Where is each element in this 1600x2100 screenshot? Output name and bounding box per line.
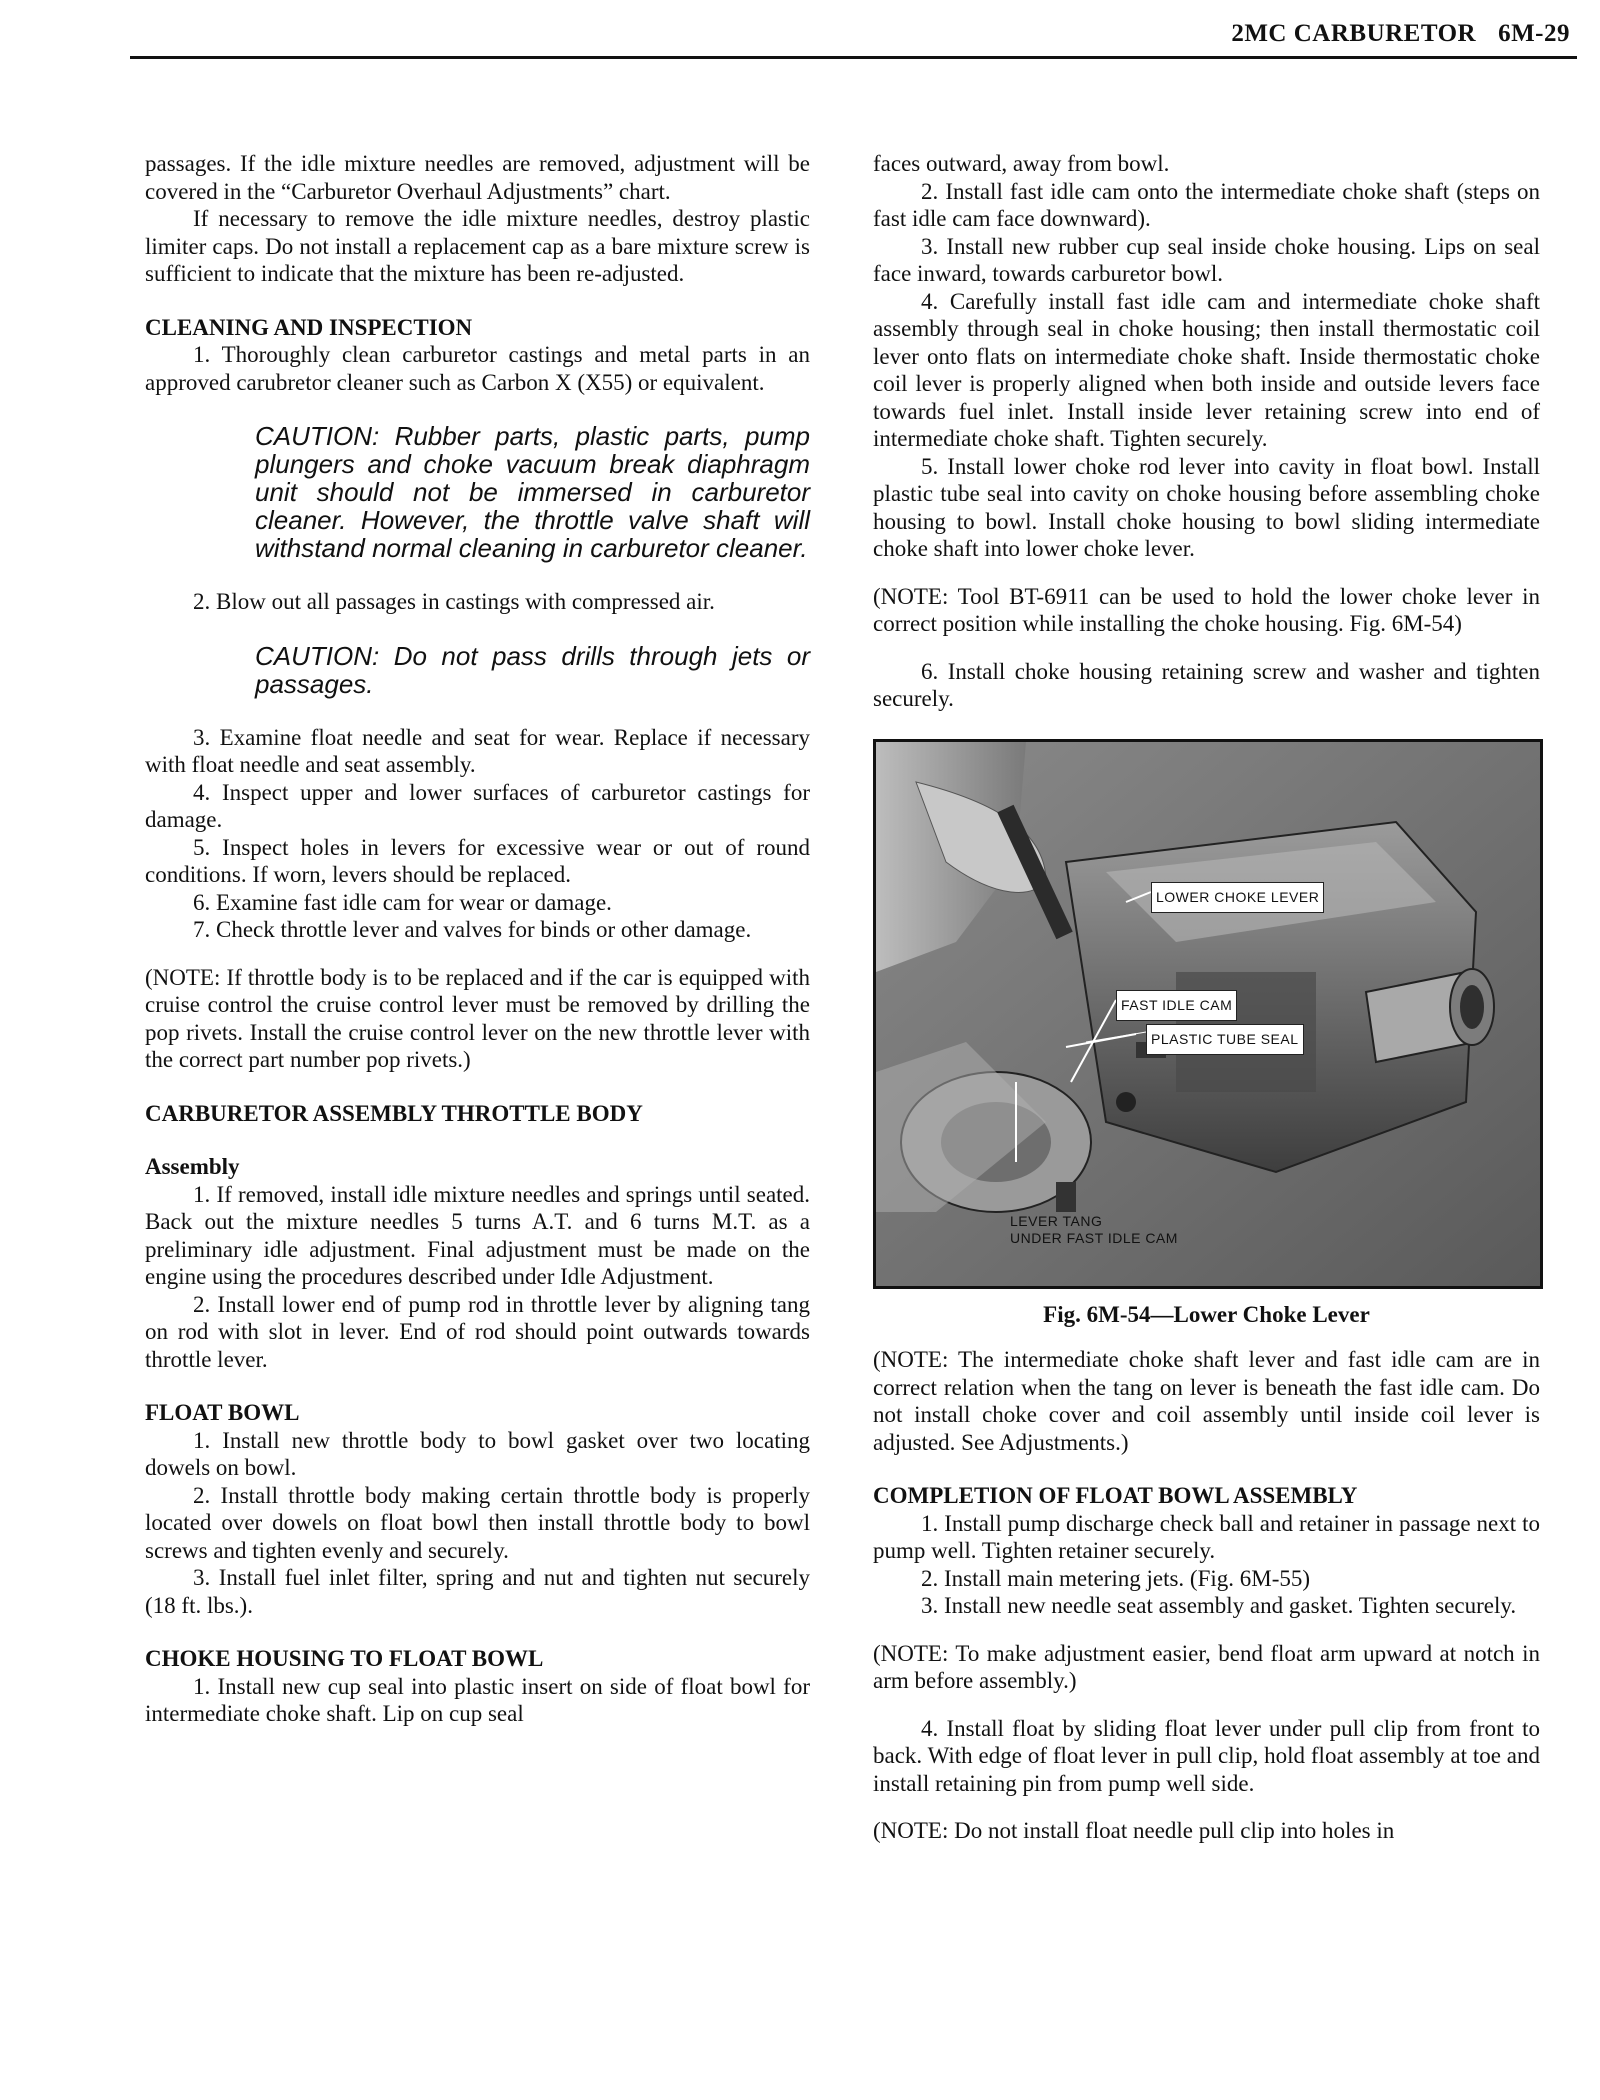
paragraph: faces outward, away from bowl. xyxy=(873,151,1170,176)
list-item: 3. Install new needle seat assembly and gasket. Tighten securely. xyxy=(921,1593,1517,1618)
list-item: 1. Install pump discharge check ball and retainer in passage next to pump well. Tighten retainer securely. xyxy=(873,1510,1540,1563)
subsection-heading-assembly: Assembly xyxy=(145,1154,240,1179)
right-column xyxy=(873,150,1540,1845)
note: (NOTE: Do not install float needle pull clip into holes in xyxy=(873,1818,1395,1843)
callout-lower-choke-lever: LOWER CHOKE LEVER xyxy=(1151,882,1324,914)
callout-lever-tang xyxy=(1006,1212,1182,1248)
paragraph: If necessary to remove the idle mixture needles, destroy plastic limiter caps. Do not install a replacement cap as a bare mixture screw is sufficient to indicate that the mixture has been re-adjusted. xyxy=(145,206,810,286)
caution-note: CAUTION: Do not pass drills through jets or passages. xyxy=(255,640,810,699)
section-heading-float-bowl: FLOAT BOWL xyxy=(145,1400,300,1425)
page-header xyxy=(1231,20,1570,48)
header-title: 2MC CARBURETOR xyxy=(1231,20,1477,47)
section-heading-choke-housing: CHOKE HOUSING TO FLOAT BOWL xyxy=(145,1646,544,1671)
list-item: 2. Install fast idle cam onto the intermediate choke shaft (steps on fast idle cam face downward). xyxy=(873,178,1540,231)
list-item: 3. Install new rubber cup seal inside choke housing. Lips on seal face inward, towards carburetor bowl. xyxy=(873,233,1540,286)
header-rule xyxy=(130,56,1577,59)
callout-fast-idle-cam: FAST IDLE CAM xyxy=(1116,990,1237,1022)
page-number: 6M-29 xyxy=(1498,20,1570,47)
list-item: 2. Blow out all passages in castings with compressed air. xyxy=(193,589,715,614)
list-item: 5. Install lower choke rod lever into cavity in float bowl. Install plastic tube seal into cavity on choke housing before assembling choke housing to bowl. Install choke housing to bowl sliding intermediate choke shaft into lower choke lever. xyxy=(873,453,1540,561)
list-item: 1. If removed, install idle mixture needles and springs until seated. Back out the mixture needles 5 turns A.T. and 6 turns M.T. as a preliminary idle adjustment. Final adjustment must be made on the engine using the procedures described under Idle Adjustment. xyxy=(145,1181,810,1289)
callout-lever-tang-line2: UNDER FAST IDLE CAM xyxy=(1010,1229,1178,1246)
list-item: 1. Install new throttle body to bowl gasket over two locating dowels on bowl. xyxy=(145,1427,810,1480)
figure-photo-lower-choke-lever xyxy=(873,739,1543,1289)
list-item: 4. Install float by sliding float lever under pull clip from front to back. With edge of float lever in pull clip, hold float assembly at toe and install retaining pin from pump well side. xyxy=(873,1715,1540,1796)
list-item: 6. Examine fast idle cam for wear or damage. xyxy=(193,889,612,915)
list-item: 4. Inspect upper and lower surfaces of carburetor castings for damage. xyxy=(145,779,810,832)
section-heading-completion: COMPLETION OF FLOAT BOWL ASSEMBLY xyxy=(873,1483,1358,1508)
note: (NOTE: Tool BT-6911 can be used to hold the lower choke lever in correct position while installing the choke housing. Fig. 6M-54) xyxy=(873,583,1540,636)
list-item: 4. Carefully install fast idle cam and intermediate choke shaft assembly through seal in choke housing; then install thermostatic coil lever onto flats on intermediate choke shaft. Inside thermostatic choke coil lever is properly aligned when both inside and outside levers face towards fuel inlet. Install inside lever retaining screw into end of intermediate choke shaft. Tighten securely. xyxy=(873,288,1540,451)
list-item: 6. Install choke housing retaining screw and washer and tighten securely. xyxy=(873,658,1540,711)
note: (NOTE: To make adjustment easier, bend float arm upward at notch in arm before assembly.) xyxy=(873,1640,1540,1693)
section-heading-throttle-body: CARBURETOR ASSEMBLY THROTTLE BODY xyxy=(145,1100,643,1126)
list-item: 3. Install fuel inlet filter, spring and nut and tighten nut securely (18 ft. lbs.). xyxy=(145,1565,810,1618)
list-item: 2. Install throttle body making certain throttle body is properly located over dowels on float bowl then install throttle body to bowl screws and tighten evenly and securely. xyxy=(145,1482,810,1563)
list-item: 7. Check throttle lever and valves for binds or other damage. xyxy=(193,917,752,942)
figure-caption: Fig. 6M-54—Lower Choke Lever xyxy=(1043,1301,1370,1327)
caution-note: CAUTION: Rubber parts, plastic parts, pump plungers and choke vacuum break diaphragm unit should not be immersed in carburetor cleaner. However, the throttle valve shaft will withstand normal cleaning in carburetor cleaner. xyxy=(255,421,810,563)
list-item: 1. Thoroughly clean carburetor castings and metal parts in an approved carubretor cleaner such as Carbon X (X55) or equivalent. xyxy=(145,342,810,395)
paragraph: passages. If the idle mixture needles are removed, adjustment will be covered in the “Carburetor Overhaul Adjustments” chart. xyxy=(145,151,810,204)
list-item: 1. Install new cup seal into plastic insert on side of float bowl for intermediate choke shaft. Lip on cup seal xyxy=(145,1673,810,1726)
list-item: 5. Inspect holes in levers for excessive wear or out of round conditions. If worn, levers should be replaced. xyxy=(145,834,810,887)
section-heading-cleaning: CLEANING AND INSPECTION xyxy=(145,314,473,340)
list-item: 2. Install lower end of pump rod in throttle lever by aligning tang on rod with slot in lever. End of rod should point outwards towards throttle lever. xyxy=(145,1291,810,1372)
left-column xyxy=(145,150,810,1728)
callout-lever-tang-line1: LEVER TANG xyxy=(1010,1212,1103,1229)
note: (NOTE: If throttle body is to be replaced and if the car is equipped with cruise control the cruise control lever must be removed by drilling the pop rivets. Install the cruise control lever on the new throttle lever with the correct part number pop rivets.) xyxy=(145,964,810,1072)
list-item: 3. Examine float needle and seat for wear. Replace if necessary with float needle and seat assembly. xyxy=(145,724,810,777)
list-item: 2. Install main metering jets. (Fig. 6M-55) xyxy=(921,1565,1311,1591)
callout-plastic-tube-seal: PLASTIC TUBE SEAL xyxy=(1146,1024,1304,1056)
note: (NOTE: The intermediate choke shaft lever and fast idle cam are in correct relation when the tang on lever is beneath the fast idle cam. Do not install choke cover and coil assembly until inside coil lever is adjusted. See Adjustments.) xyxy=(873,1347,1540,1455)
